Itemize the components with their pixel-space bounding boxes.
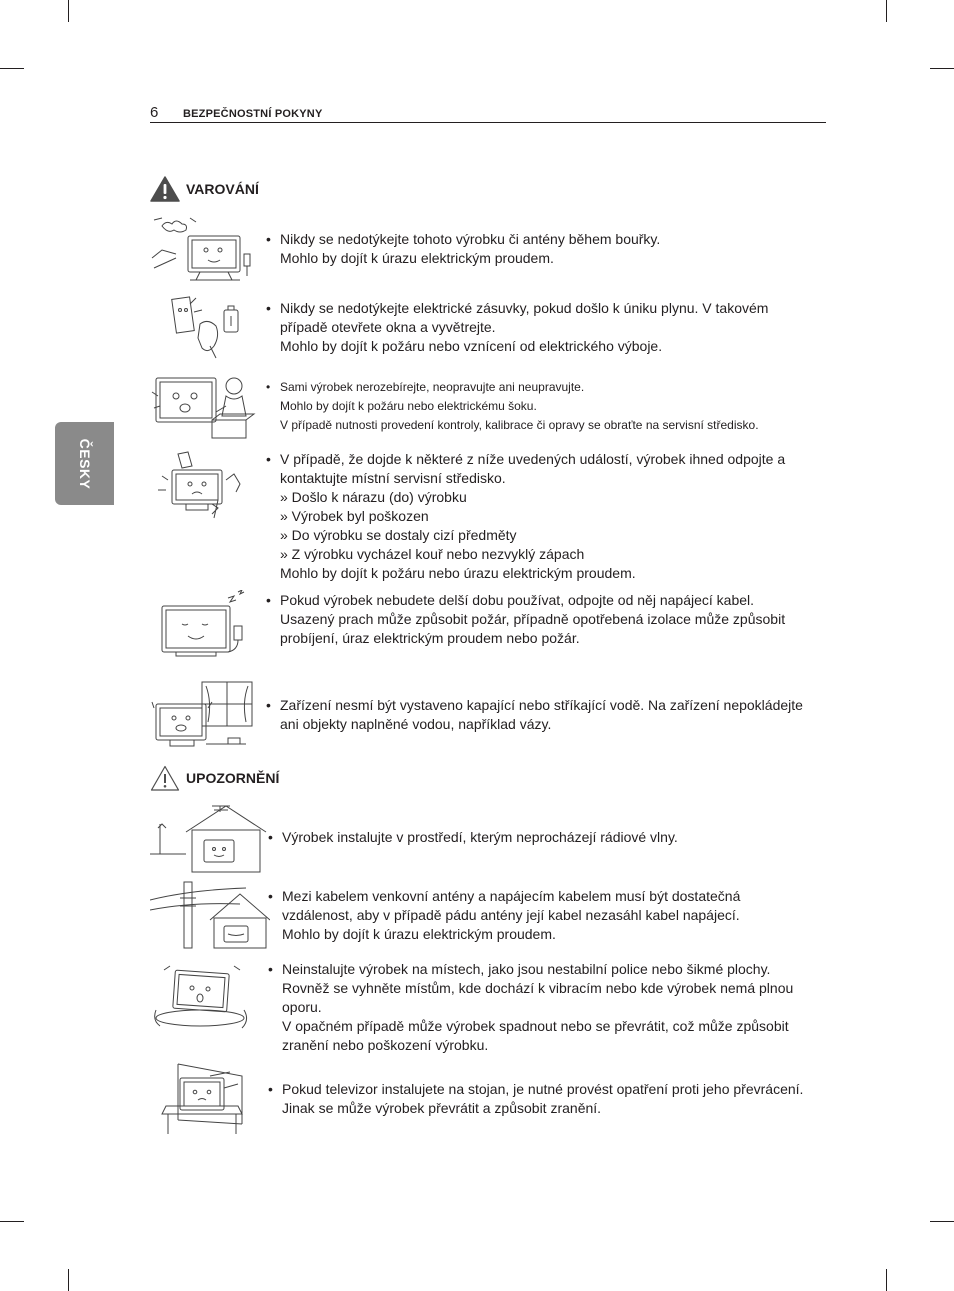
socket-illustration-icon bbox=[150, 290, 260, 360]
crop-mark bbox=[886, 1269, 887, 1291]
page-number: 6 bbox=[150, 104, 159, 121]
illustration-disassemble bbox=[150, 372, 260, 440]
caution-item-4: • Pokud televizor instalujete na stojan, je nutné provést opatření proti jeho převrácení. Jinak se může výrobek převrátit a způsobit zranění. bbox=[268, 1081, 804, 1116]
disassemble-illustration-icon bbox=[150, 372, 260, 440]
house-antenna-illustration-icon bbox=[150, 804, 270, 874]
antenna-cable-illustration-icon bbox=[150, 878, 270, 950]
illustration-radio-waves bbox=[150, 804, 270, 874]
caution-heading-label: UPOZORNĚNÍ bbox=[186, 770, 280, 786]
caution-item-1: • Výrobek instalujte v prostředí, kterým neprocházejí rádiové vlny. bbox=[268, 829, 678, 845]
illustration-antenna-cable bbox=[150, 878, 270, 950]
damaged-tv-illustration-icon bbox=[150, 450, 260, 522]
crop-mark bbox=[930, 1221, 954, 1222]
crop-mark bbox=[0, 68, 24, 69]
crop-mark bbox=[0, 1221, 24, 1222]
warning-heading-label: VAROVÁNÍ bbox=[186, 181, 259, 197]
warning-item-1: • Nikdy se nedotýkejte tohoto výrobku či antény během bouřky. Mohlo by dojít k úrazu elektrickým proudem. bbox=[266, 231, 661, 266]
caution-item-2: • Mezi kabelem venkovní antény a napájecím kabelem musí být dostatečná vzdálenost, aby v případě pádu antény její kabel nezasáhl kabel napájecí. Mohlo by dojít k úrazu elektrickým proudem. bbox=[268, 888, 741, 942]
crop-mark bbox=[68, 0, 69, 22]
warning-item-6: • Zařízení nesmí být vystaveno kapající nebo stříkající vodě. Na zařízení nepokládejte ani objekty naplněné vodou, například vázy. bbox=[266, 697, 803, 732]
caution-item-3: • Neinstalujte výrobek na místech, jako jsou nestabilní police nebo šikmé plochy. Rovněž se vyhněte místům, kde dochází k vibracím nebo kde výrobek nemá plnou oporu. V opačném případě může výrobek spadnout nebo se převrátit, což může způsobit zranění nebo poškození výrobku. bbox=[268, 961, 794, 1053]
illustration-storm bbox=[150, 214, 260, 282]
page-header bbox=[150, 104, 826, 123]
language-tab-label: ČESKY bbox=[76, 438, 93, 489]
illustration-unstable bbox=[150, 960, 260, 1032]
warning-item-4: • V případě, že dojde k některé z níže uvedených událostí, výrobek ihned odpojte a kontaktujte místní servisní středisko. » Došlo k nárazu (do) výrobku » Výrobek byl poškozen » Do výrobku se dostaly cizí předměty » Z výrobku vycházel kouř nebo nezvyklý zápach Mohlo by dojít k požáru nebo úrazu elektrickým proudem. bbox=[266, 451, 786, 581]
crop-mark bbox=[68, 1269, 69, 1291]
illustration-unplug bbox=[150, 590, 260, 662]
language-tab bbox=[55, 422, 114, 505]
unplug-illustration-icon bbox=[150, 590, 260, 662]
illustration-stand bbox=[150, 1062, 260, 1138]
crop-mark bbox=[886, 0, 887, 22]
warning-item-2: • Nikdy se nedotýkejte elektrické zásuvky, pokud došlo k úniku plynu. V takovém případě otevřete okna a vyvětrejte. Mohlo by dojít k požáru nebo vznícení od elektrického výboje. bbox=[266, 300, 769, 354]
illustration-water bbox=[150, 678, 260, 752]
stand-anti-tip-illustration-icon bbox=[150, 1062, 260, 1138]
caution-heading bbox=[150, 765, 279, 791]
illustration-damaged-tv bbox=[150, 450, 260, 522]
storm-illustration-icon bbox=[150, 214, 260, 282]
warning-item-5: • Pokud výrobek nebudete delší dobu používat, odpojte od něj napájecí kabel. Usazený prach může způsobit požár, případně opotřebená izolace může způsobit probíjení, úraz elektrickým proudem nebo požár. bbox=[266, 592, 786, 646]
unstable-surface-illustration-icon bbox=[150, 960, 260, 1032]
illustration-gas-socket bbox=[150, 290, 260, 360]
warning-triangle-icon bbox=[150, 176, 180, 202]
warning-heading bbox=[150, 176, 259, 202]
caution-triangle-icon bbox=[150, 765, 180, 791]
water-illustration-icon bbox=[150, 678, 260, 752]
warning-item-3: • Sami výrobek nerozebírejte, neopravujte ani neupravujte. Mohlo by dojít k požáru nebo elektrickému šoku. V případě nutnosti provedení kontroly, kalibrace či opravy se obraťte na servisní středisko. bbox=[266, 380, 759, 432]
section-title: BEZPEČNOSTNÍ POKYNY bbox=[183, 108, 323, 120]
crop-mark bbox=[930, 68, 954, 69]
